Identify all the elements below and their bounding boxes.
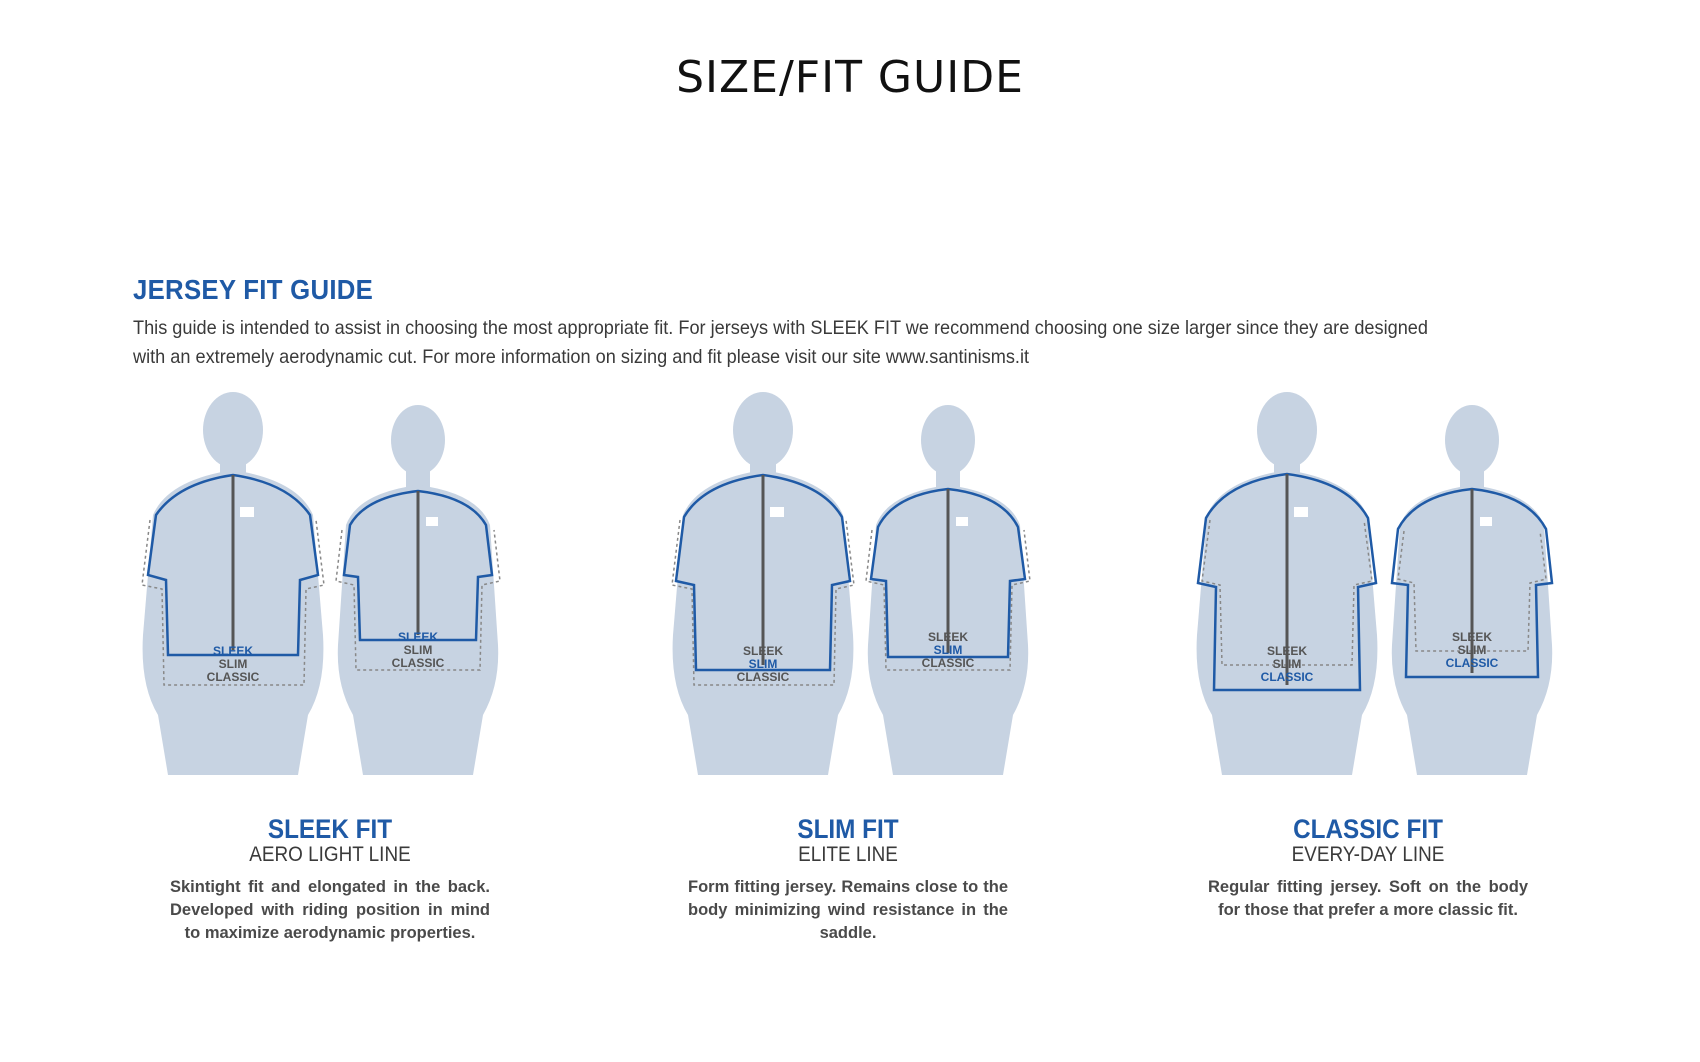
slim-fit-illustration [658, 385, 1078, 785]
sleek-fit-figures [128, 385, 548, 785]
male-silhouette [672, 392, 854, 775]
hem-label-sleek-female: SLEEK [927, 630, 969, 644]
sleek-fit-illustration [128, 385, 548, 785]
classic-fit-illustration [1182, 385, 1602, 785]
classic-fit-caption [1188, 815, 1548, 922]
fit-description: Skintight fit and elongated in the back. Developed with riding position in mind to maximize aerodynamic properties. [170, 878, 490, 942]
slim-fit-caption [668, 815, 1028, 945]
hem-label-slim-female: SLIM [933, 643, 963, 657]
sleek-fit-caption [150, 815, 510, 945]
hem-label-classic-female: CLASSIC [1445, 656, 1499, 670]
hem-label-classic-male: CLASSIC [736, 670, 790, 684]
hem-label-classic-male: CLASSIC [206, 670, 260, 684]
hem-label-sleek-male: SLEEK [742, 644, 784, 658]
classic-fit-figures [1182, 385, 1602, 785]
hem-label-classic-male: CLASSIC [1260, 670, 1314, 684]
fit-name: SLIM FIT [797, 814, 899, 844]
hem-label-slim-female: SLIM [1457, 643, 1487, 657]
hem-label-slim-female: SLIM [403, 643, 433, 657]
slim-fit-figures [658, 385, 1078, 785]
intro-line-2: with an extremely aerodynamic cut. For more information on sizing and fit please visit our site www.santinisms.it [133, 346, 1030, 368]
fit-line: EVERY-DAY LINE [1291, 843, 1445, 866]
hem-label-sleek-female: SLEEK [1451, 630, 1493, 644]
jersey-fit-guide-heading: JERSEY FIT GUIDE [133, 274, 374, 305]
intro-line-1: This guide is intended to assist in choosing the most appropriate fit. For jerseys with SLEEK FIT we recommend choosing one size larger since they are designed [133, 317, 1428, 339]
fit-description: Form fitting jersey. Remains close to the body minimizing wind resistance in the saddle. [688, 878, 1008, 942]
hem-label-sleek-female: SLEEK [397, 630, 439, 644]
page-title: SIZE/FIT GUIDE [676, 52, 1024, 103]
hem-label-slim-male: SLIM [1272, 657, 1302, 671]
hem-label-classic-female: CLASSIC [391, 656, 445, 670]
hem-label-slim-male: SLIM [748, 657, 778, 671]
female-silhouette [1392, 405, 1552, 775]
fit-description: Regular fitting jersey. Soft on the body for those that prefer a more classic fit. [1208, 878, 1528, 919]
fit-illustrations [0, 385, 1700, 785]
female-silhouette [336, 405, 500, 775]
hem-label-sleek-male: SLEEK [212, 644, 254, 658]
fit-line: AERO LIGHT LINE [249, 843, 411, 866]
fit-name: CLASSIC FIT [1293, 814, 1443, 844]
hem-label-sleek-male: SLEEK [1266, 644, 1308, 658]
male-silhouette [142, 392, 324, 775]
hem-label-classic-female: CLASSIC [921, 656, 975, 670]
male-silhouette [1197, 392, 1378, 775]
fit-line: ELITE LINE [798, 843, 898, 866]
fit-name: SLEEK FIT [267, 814, 393, 844]
hem-label-slim-male: SLIM [218, 657, 248, 671]
female-silhouette [866, 405, 1030, 775]
jersey-fit-guide-intro [133, 314, 1454, 372]
